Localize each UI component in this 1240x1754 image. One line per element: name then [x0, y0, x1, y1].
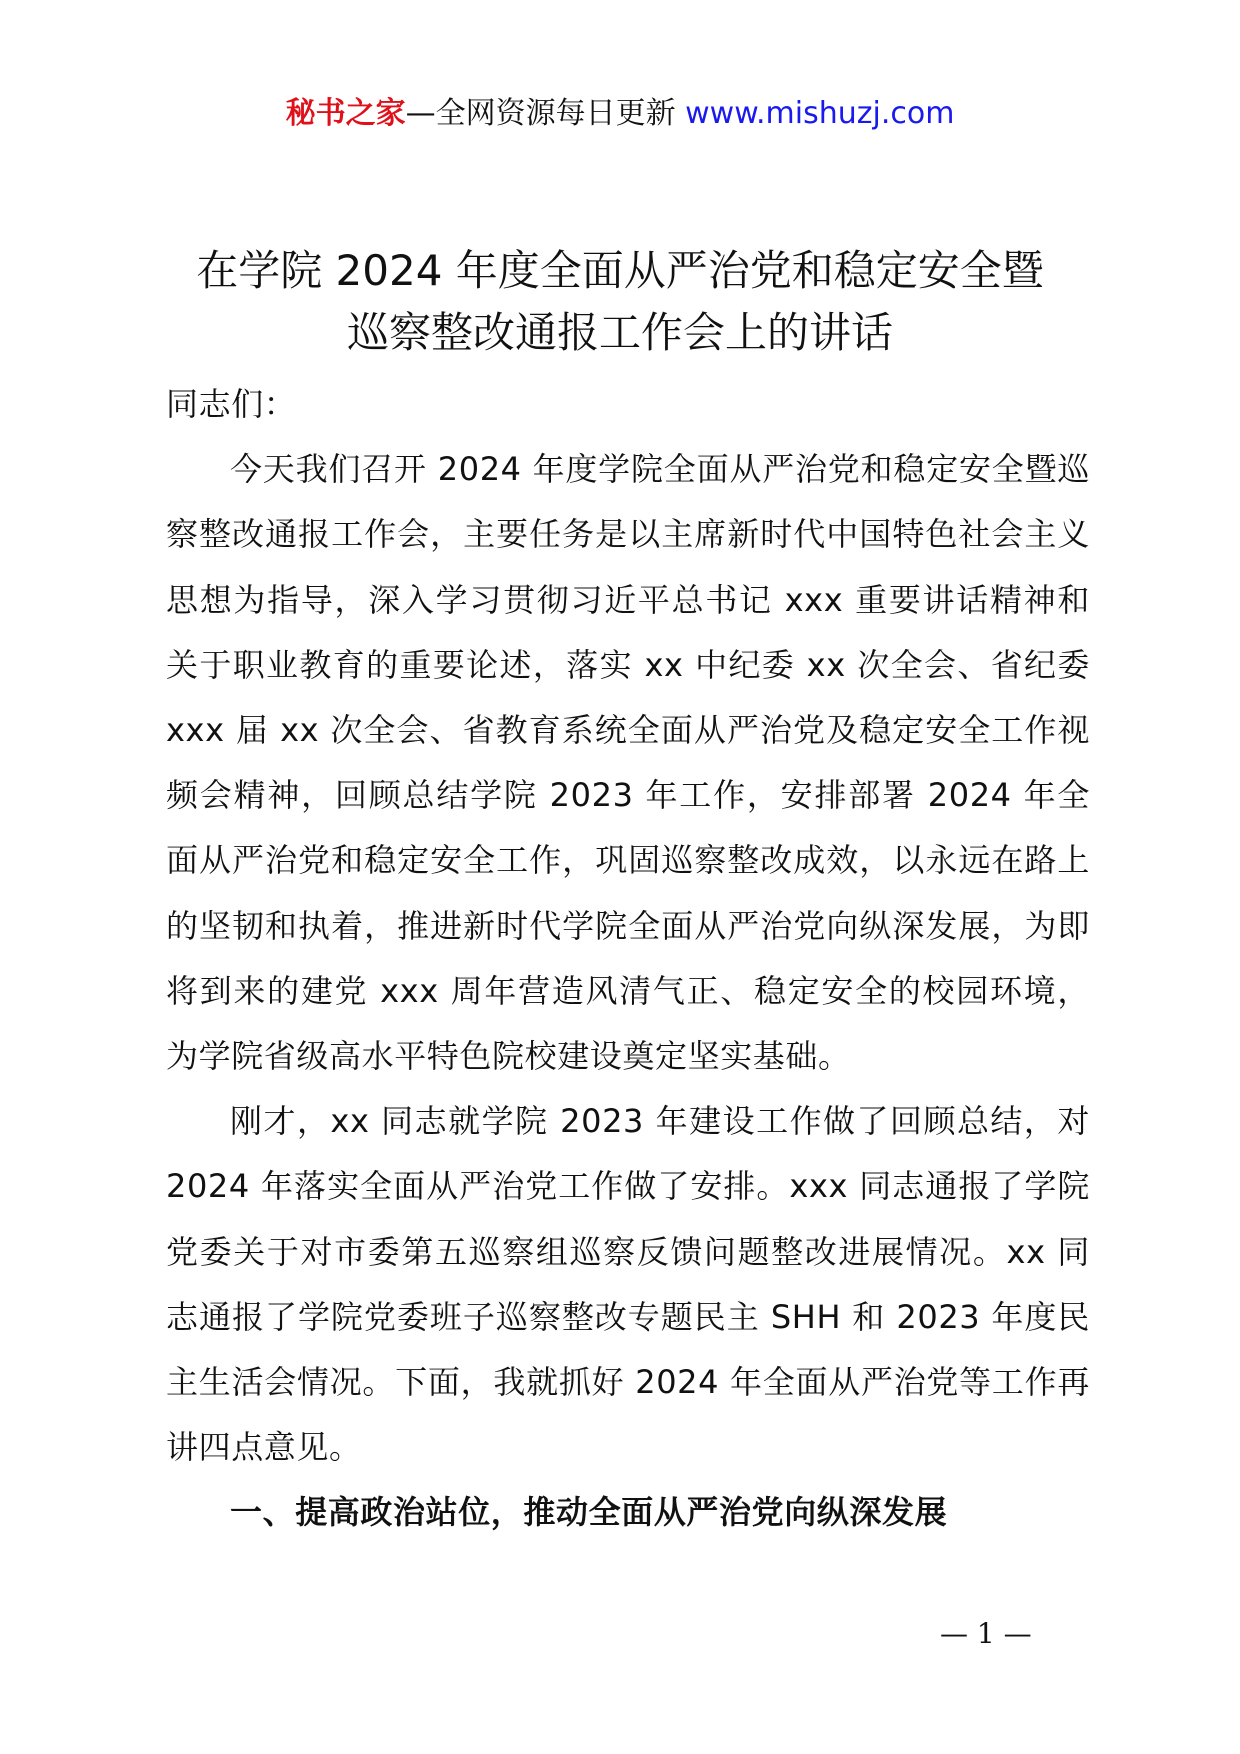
page-number: — 1 —	[940, 1617, 1032, 1650]
paragraph-1: 今天我们召开 2024 年度学院全面从严治党和稳定安全暨巡察整改通报工作会，主要任务是以主席新时代中国特色社会主义思想为指导，深入学习贯彻习近平总书记 xxx 重要讲话精神和关于职业教育的重要论述，落实 xx 中纪委 xx 次全会、省纪委 xxx 届 xx 次全会、省教育系统全面从严治党及稳定安全工作视频会精神，回顾总结学院 2023 年工作，安排部署 2024 年全面从严治党和稳定安全工作，巩固巡察整改成效，以永远在路上的坚韧和执着，推进新时代学院全面从严治党向纵深发展，为即将到来的建党 xxx 周年营造风清气正、稳定安全的校园环境，为学院省级高水平特色院校建设奠定坚实基础。	[166, 450, 1090, 1076]
site-banner	[0, 94, 1240, 134]
document-body	[166, 372, 1090, 1546]
banner-brand: 秘书之家	[285, 96, 406, 131]
section-heading-1: 一、提高政治站位，推动全面从严治党向纵深发展	[230, 1493, 948, 1532]
title-line-1: 在学院 2024 年度全面从严治党和稳定安全暨	[196, 246, 1044, 295]
salutation: 同志们：	[166, 385, 297, 423]
banner-tagline: —全网资源每日更新	[405, 96, 686, 131]
paragraph-2: 刚才，xx 同志就学院 2023 年建设工作做了回顾总结，对 2024 年落实全面从严治党工作做了安排。xxx 同志通报了学院党委关于对市委第五巡察组巡察反馈问题整改进展情况。xx 同志通报了学院党委班子巡察整改专题民主 SHH 和 2023 年度民主生活会情况。下面，我就抓好 2024 年全面从严治党等工作再讲四点意见。	[166, 1102, 1090, 1467]
title-line-2: 巡察整改通报工作会上的讲话	[346, 308, 893, 357]
document-title	[150, 240, 1090, 364]
banner-url-link[interactable]: www.mishuzj.com	[685, 96, 955, 131]
